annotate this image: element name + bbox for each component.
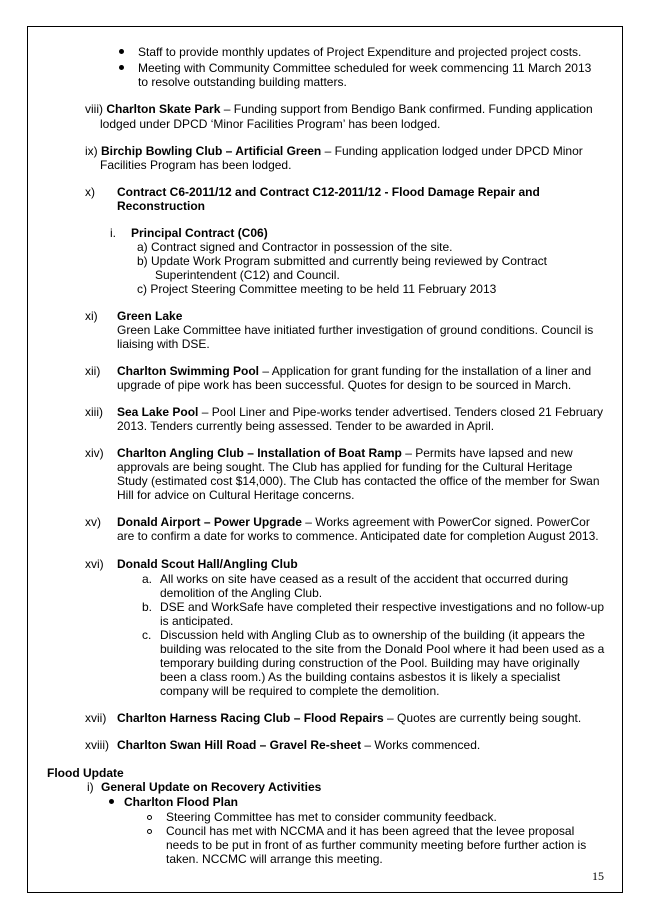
item-xviii-line: Charlton Swan Hill Road – Gravel Re-sheet – Works commenced. — [117, 738, 481, 752]
item-x-title: Contract C6-2011/12 and Contract C12-2011/12 - Flood Damage Repair and — [117, 185, 540, 199]
flood-bullet-title: Charlton Flood Plan — [124, 795, 238, 809]
page-number: 15 — [592, 869, 604, 883]
flood-sub-title: General Update on Recovery Activities — [101, 780, 322, 794]
flood-sub-num: i) — [87, 780, 94, 794]
item-xviii-num: xviii) — [85, 738, 109, 752]
item-xiv-num: xiv) — [85, 446, 104, 460]
bullet-text: to resolve outstanding building matters. — [138, 75, 347, 89]
item-x-subitem: Superintendent (C12) and Council. — [155, 268, 340, 282]
item-xi-text: Green Lake Committee have initiated further investigation of ground conditions. Council is — [117, 323, 594, 337]
item-xvi-b-label: b. — [142, 600, 153, 614]
item-x-sub-title: Principal Contract (C06) — [131, 226, 268, 240]
flood-item: Council has met with NCCMA and it has been agreed that the levee proposal — [166, 824, 575, 838]
item-xvi-c-text: temporary building during construction of the Pool. Building may have originally — [160, 656, 580, 670]
bullet-text: Meeting with Community Committee scheduled for week commencing 11 March 2013 — [138, 61, 592, 75]
item-xvi-title: Donald Scout Hall/Angling Club — [117, 557, 298, 571]
item-viii-line: viii) Charlton Skate Park – Funding support from Bendigo Bank confirmed. Funding application — [85, 102, 593, 116]
item-xvi-b-text: is anticipated. — [160, 614, 234, 628]
flood-item: Steering Committee has met to consider community feedback. — [166, 810, 497, 824]
flood-item: taken. NCCMC will arrange this meeting. — [166, 852, 383, 866]
item-xiii-num: xiii) — [85, 405, 103, 419]
item-ix-line: Facilities Program has been lodged. — [100, 158, 292, 172]
item-x-sub-num: i. — [110, 226, 116, 240]
item-xiv-line: Study (estimated cost $14,000). The Club has contacted the office of the member for Swan — [117, 474, 600, 488]
item-xvi-c-text: building was relocated to the site from the Donald Pool where it had been used as a — [160, 642, 605, 656]
item-xii-line: Charlton Swimming Pool – Application for grant funding for the installation of a liner and — [117, 364, 592, 378]
item-x-subitem: c) Project Steering Committee meeting to be held 11 February 2013 — [137, 282, 497, 296]
item-xvii-line: Charlton Harness Racing Club – Flood Repairs – Quotes are currently being sought. — [117, 711, 582, 725]
item-x-num: x) — [85, 185, 95, 199]
item-xvi-c-text: Discussion held with Angling Club as to ownership of the building (it appears the — [160, 628, 585, 642]
circle-bullet-icon — [147, 815, 152, 820]
item-xi-num: xi) — [85, 309, 98, 323]
item-xv-line: Donald Airport – Power Upgrade – Works agreement with PowerCor signed. PowerCor — [117, 515, 590, 529]
bullet-icon — [119, 49, 124, 54]
bullet-text: Staff to provide monthly updates of Project Expenditure and projected project costs. — [138, 45, 582, 59]
item-xvi-a-text: All works on site have ceased as a result of the accident that occurred during — [160, 572, 569, 586]
circle-bullet-icon — [147, 829, 152, 834]
item-xi-text: liaising with DSE. — [117, 337, 210, 351]
flood-item: needs to be put in front of as further community meeting before further action is — [166, 838, 587, 852]
item-x-title: Reconstruction — [117, 199, 206, 213]
item-xvi-c-label: c. — [142, 628, 152, 642]
item-xvi-c-text: been a class room.) As the building contains asbestos it is likely a specialist — [160, 670, 561, 684]
bullet-icon — [109, 799, 114, 804]
item-x-subitem: a) Contract signed and Contractor in possession of the site. — [137, 240, 453, 254]
item-xiv-line: approvals are being sought. The Club has applied for funding for the Cultural Heritage — [117, 460, 573, 474]
item-xiv-line: Hill for advice on Cultural Heritage concerns. — [117, 488, 355, 502]
item-xiii-line: Sea Lake Pool – Pool Liner and Pipe-works tender advertised. Tenders closed 21 February — [117, 405, 604, 419]
item-xvi-b-text: DSE and WorkSafe have completed their respective investigations and no follow-up — [160, 600, 605, 614]
bullet-icon — [119, 65, 124, 70]
item-xi-title: Green Lake — [117, 309, 183, 323]
item-xvii-num: xvii) — [85, 711, 107, 725]
item-xiv-line: Charlton Angling Club – Installation of Boat Ramp – Permits have lapsed and new — [117, 446, 573, 460]
item-xii-line: upgrade of pipe work has been successful. Quotes for design to be sourced in March. — [117, 378, 572, 392]
item-xvi-num: xvi) — [85, 557, 104, 571]
item-viii-line: lodged under DPCD ‘Minor Facilities Program’ has been lodged. — [100, 117, 441, 131]
item-xvi-c-text: company will be required to complete the demolition. — [160, 684, 440, 698]
item-xiii-line: 2013. Tenders currently being assessed. Tender to be awarded in April. — [117, 419, 495, 433]
item-xv-num: xv) — [85, 515, 101, 529]
flood-update-heading: Flood Update — [47, 766, 124, 780]
item-x-subitem: b) Update Work Program submitted and currently being reviewed by Contract — [137, 254, 547, 268]
item-ix-line: ix) Birchip Bowling Club – Artificial Green – Funding application lodged under DPCD Minor — [85, 144, 583, 158]
item-xv-line: are to confirm a date for works to commence. Anticipated date for completion August 2013. — [117, 529, 599, 543]
item-xvi-a-text: demolition of the Angling Club. — [160, 586, 323, 600]
item-xvi-a-label: a. — [142, 572, 153, 586]
item-xii-num: xii) — [85, 364, 101, 378]
